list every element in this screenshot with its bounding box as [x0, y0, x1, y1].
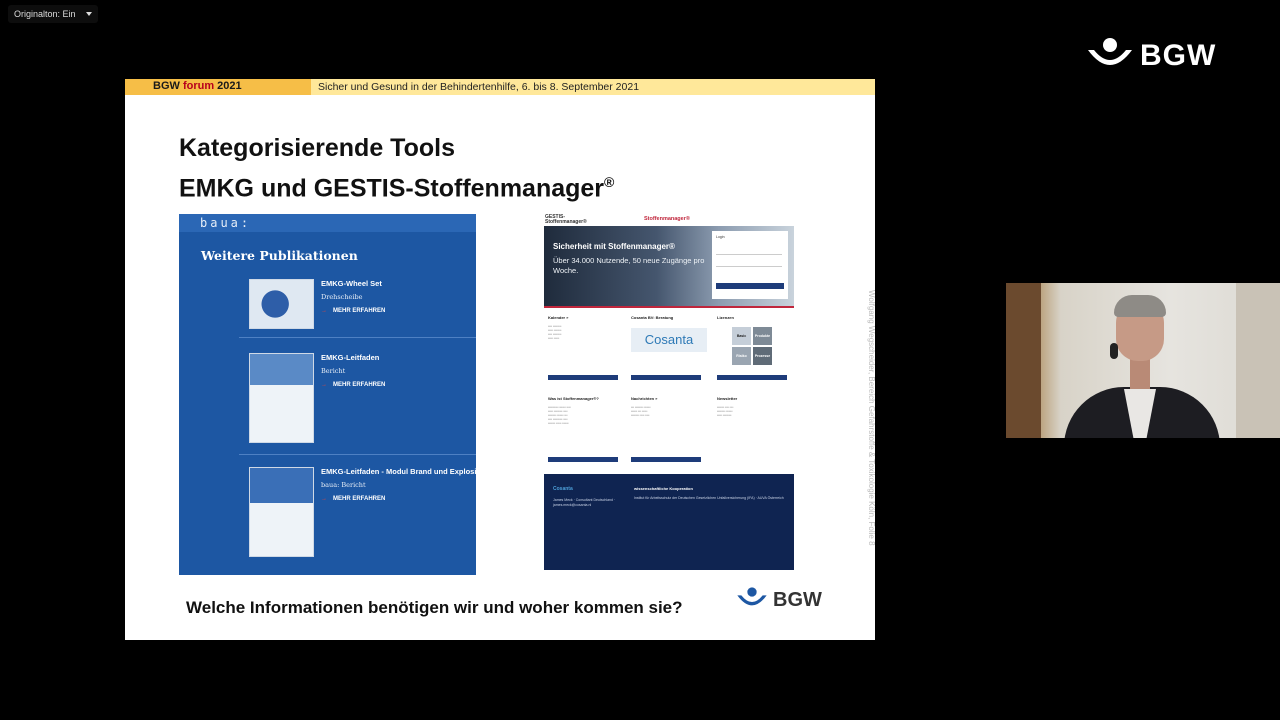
presentation-slide [125, 79, 875, 640]
gestis-logo: GESTIS- Stoffenmanager® [545, 214, 587, 225]
more-link[interactable]: → MEHR ERFAHREN [321, 382, 386, 388]
slide-title: Kategorisierende Tools EMKG und GESTIS-Stoffenmanager® [179, 134, 615, 203]
baua-logo: baua: [200, 216, 252, 230]
speaker-credit: Wolfgang Wegscheider, Bereich Gefahrstoffe & Toxikologie Köln, Folie 8 [867, 290, 876, 546]
news-column: Nachrichten » ••• •••••••• •••••• •••••• ••• ••••• •••••••• •••• •••• [631, 396, 703, 417]
bgw-logo [735, 586, 825, 616]
more-link[interactable]: → MEHR ERFAHREN [321, 308, 386, 314]
speaker-video [1006, 283, 1280, 438]
original-audio-dropdown[interactable] [8, 5, 98, 23]
bgw-logo-text: BGW [773, 589, 822, 611]
slide-question: Welche Informationen benötigen wir und woher kommen sie? [186, 598, 683, 617]
stoffenmanager-logo: Stoffenmanager® [644, 216, 690, 222]
bgw-logo-text: BGW [1140, 39, 1217, 72]
publication-thumbnail [249, 467, 314, 557]
bgw-emblem-icon [735, 586, 769, 610]
stoffenmanager-website: GESTIS- Stoffenmanager® Stoffenmanager® Sicherheit mit Stoffenmanager® Über 34.000 Nutzende, 50 neue Zugänge pro Woche. Login Kalender » •••• •••••••• ••••• ••••••• •••• •••••••• ••••• ••••• Cosanta BV: Beratung Cosanta Lizenzen Basic Produkte Risiko Prozesse Was ist Stoffenmanager®? •••••••••• •••••• •••• ••••• •••••••• •••• •••••••• •••••• ••• •••• ••••••••• •••• ••••••• ••••• •••••• Nachrichten » ••• •••••••• •••••• •••••• ••• ••••• •••••••• •••• •••• Newsletter ••••••• •••• ••• •••••••• •••••• ••••• •••••••• Cosanta James Meck · Consultant Deutschland · james.meck@cosanta.nl wissenschaftliche Kooperation Institut für Arbeitsschutz der Deutschen Gesetzlichen Unfallversicherung (IFA) · AUVA Österreich [543, 214, 795, 574]
bgw-logo [1086, 36, 1216, 74]
chevron-down-icon [86, 12, 92, 16]
username-field[interactable] [716, 249, 782, 255]
hero-banner: Sicherheit mit Stoffenmanager® Über 34.000 Nutzende, 50 neue Zugänge pro Woche. Login [544, 226, 794, 306]
about-column: Was ist Stoffenmanager®? •••••••••• •••••• •••• ••••• •••••••• •••• •••••••• •••••• ••• •••• ••••••••• •••• ••••••• ••••• •••••• [548, 396, 620, 425]
consulting-column: Cosanta BV: Beratung [631, 315, 703, 320]
bgw-emblem-icon [1086, 36, 1134, 72]
more-info-button[interactable] [631, 457, 701, 462]
more-link[interactable]: → MEHR ERFAHREN [321, 496, 386, 502]
conference-title: Sicher und Gesund in der Behindertenhilfe, 6. bis 8. September 2021 [318, 81, 640, 93]
publication-thumbnail [249, 279, 314, 329]
login-button[interactable] [716, 283, 784, 289]
headset-icon [1110, 343, 1118, 359]
arrow-right-icon: → [321, 382, 327, 388]
baua-publications-panel [179, 214, 486, 575]
publication-item[interactable]: EMKG-Wheel Set Drehscheibe → MEHR ERFAHREN [249, 279, 469, 329]
slide-header-bar [125, 79, 875, 95]
arrow-right-icon: → [321, 496, 327, 502]
publication-item[interactable]: EMKG-Leitfaden Bericht → MEHR ERFAHREN [249, 353, 469, 443]
cosanta-logo: Cosanta [631, 328, 707, 352]
forum-brand: BGW forum 2021 [153, 80, 242, 92]
licenses-column: Lizenzen [717, 315, 789, 320]
publication-item[interactable]: EMKG-Leitfaden - Modul Brand und Explosion baua: Bericht → MEHR ERFAHREN [249, 467, 469, 557]
more-info-button[interactable] [548, 375, 618, 380]
arrow-right-icon: → [321, 308, 327, 314]
original-audio-label: Originalton: Ein [14, 9, 76, 19]
password-field[interactable] [716, 261, 782, 267]
more-info-button[interactable] [548, 457, 618, 462]
more-info-button[interactable] [631, 375, 701, 380]
calendar-column: Kalender » •••• •••••••• ••••• ••••••• •••• •••••••• ••••• ••••• [548, 315, 620, 340]
login-box[interactable]: Login [712, 231, 788, 299]
publications-heading: Weitere Publikationen [201, 248, 358, 263]
more-info-button[interactable] [717, 375, 787, 380]
newsletter-column: Newsletter ••••••• •••• ••• •••••••• •••••• ••••• •••••••• [717, 396, 738, 417]
publication-thumbnail [249, 353, 314, 443]
site-footer: Cosanta James Meck · Consultant Deutschland · james.meck@cosanta.nl wissenschaftliche Kooperation Institut für Arbeitsschutz der Deutschen Gesetzlichen Unfallversicherung (IFA) · AUVA Österreich [544, 474, 794, 570]
